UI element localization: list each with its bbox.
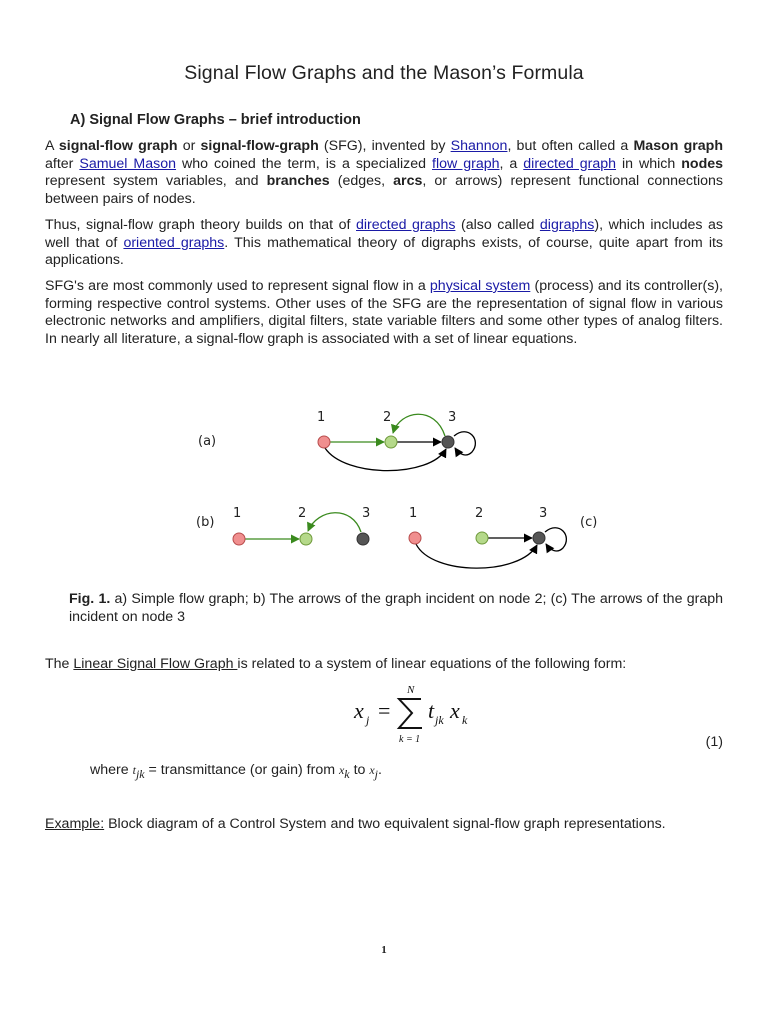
paragraph-linear-sfg <box>45 656 626 672</box>
text: A <box>45 138 59 154</box>
term-arcs: arcs <box>393 173 423 190</box>
node-label-3: 3 <box>362 506 371 521</box>
eq-t: t <box>428 698 435 723</box>
node-c-2 <box>476 532 488 544</box>
link-directed-graph[interactable]: directed graph <box>523 155 617 172</box>
node-label-2: 2 <box>475 506 484 521</box>
var-xk-sub: k <box>344 766 350 781</box>
term-linear-signal-flow-graph: Linear Signal Flow Graph <box>73 656 238 672</box>
link-physical-system[interactable]: physical system <box>429 278 531 294</box>
where-line <box>90 762 382 782</box>
page-number: 1 <box>381 944 387 956</box>
var-xj-sub: j <box>374 766 379 781</box>
text: or <box>177 138 201 154</box>
self-loop-a-3 <box>454 432 475 455</box>
section-heading: A) Signal Flow Graphs – brief introduction <box>70 112 361 128</box>
edge-c-1-3 <box>416 544 537 568</box>
eq-x-sub: k <box>462 713 468 727</box>
edge-b-3-2 <box>308 513 361 532</box>
link-flow-graph[interactable]: flow graph <box>432 155 500 172</box>
text: is related to a system of linear equations of the following form: <box>237 656 627 672</box>
text: ), which includes as well that of <box>45 217 723 251</box>
var-xk: x <box>338 763 345 777</box>
link-directed-graphs[interactable]: directed graphs <box>356 217 456 233</box>
figure-caption <box>69 591 723 626</box>
node-label-1: 1 <box>233 506 242 521</box>
text: (SFG), invented by <box>318 138 451 154</box>
term-nodes: nodes <box>681 155 724 172</box>
term-signal-flow-graph: signal-flow graph <box>58 138 178 154</box>
text: (process) and its controller(s), forming respective control systems. Other uses of the SFG are the representation of signal flow in various electronic networks and amplifiers, digital filters, state variable filters and some other types of analog filters. In nearly all literature, a signal-flow graph is associated with a set of linear equations. <box>45 278 723 347</box>
text: . This mathematical theory of digraphs exists, of course, quite apart from its applications. <box>45 234 724 269</box>
eq-equals: = <box>378 698 391 723</box>
example-text: Block diagram of a Control System and two equivalent signal-flow graph representations. <box>104 816 666 832</box>
equation-number: (1) <box>705 734 723 750</box>
text: (edges, <box>329 173 394 190</box>
node-b-3 <box>357 533 369 545</box>
eq-lower-limit: k = 1 <box>399 734 421 745</box>
node-b-2 <box>300 533 312 545</box>
text: , but often called a <box>507 138 634 154</box>
text: , or arrows) represent functional connections between pairs of nodes. <box>45 173 723 207</box>
node-label-1: 1 <box>317 410 326 425</box>
example-line <box>45 816 666 832</box>
text: The <box>45 656 74 672</box>
var-t-sub: jk <box>135 766 145 781</box>
edge-a-3-2 <box>393 414 445 436</box>
text: in which <box>616 155 682 172</box>
node-label-3: 3 <box>539 506 548 521</box>
document-title: Signal Flow Graphs and the Mason’s Formula <box>184 62 584 84</box>
figure-label-b: (b) <box>196 515 215 530</box>
node-a-2 <box>385 436 397 448</box>
equation-1 <box>340 680 480 750</box>
text: represent system variables, and <box>45 173 267 190</box>
text: where <box>90 762 133 778</box>
term-mason-graph: Mason graph <box>633 138 723 154</box>
var-t: t <box>132 763 136 777</box>
caption-text: a) Simple flow graph; b) The arrows of the graph incident on node 2; (c) The arrows of the graph incident on node 3 <box>69 591 723 625</box>
caption-label: Fig. 1. <box>69 591 111 607</box>
eq-t-sub: jk <box>435 713 444 727</box>
node-c-3 <box>533 532 545 544</box>
eq-upper-limit: N <box>407 684 415 696</box>
example-label: Example: <box>45 816 105 832</box>
var-xj: x <box>369 763 375 777</box>
node-b-1 <box>233 533 245 545</box>
text: after <box>45 155 80 172</box>
node-label-2: 2 <box>383 410 392 425</box>
signal-flow-graph-figure <box>0 395 768 575</box>
node-label-2: 2 <box>298 506 307 521</box>
text: (also called <box>455 217 540 233</box>
eq-lhs-sub: j <box>366 713 370 727</box>
edge-a-1-3 <box>325 448 446 471</box>
node-a-1 <box>318 436 330 448</box>
summation-sign <box>399 699 422 728</box>
text: , a <box>499 155 524 172</box>
text: . <box>378 762 382 778</box>
text: who coined the term, is a specialized <box>176 155 432 172</box>
term-signal-flow-graph-hyphen: signal-flow-graph <box>200 138 319 154</box>
paragraph-uses <box>45 278 723 348</box>
eq-x: x <box>450 698 460 723</box>
eq-lhs-x: x <box>354 698 364 723</box>
text: to <box>349 762 370 778</box>
link-shannon[interactable]: Shannon <box>450 138 508 154</box>
node-label-1: 1 <box>409 506 418 521</box>
node-a-3 <box>442 436 454 448</box>
link-samuel-mason[interactable]: Samuel Mason <box>79 155 177 172</box>
link-oriented-graphs[interactable]: oriented graphs <box>123 234 225 251</box>
term-branches: branches <box>266 173 330 190</box>
text: SFG's are most commonly used to represent signal flow in a <box>45 278 430 294</box>
node-c-1 <box>409 532 421 544</box>
text: = transmittance (or gain) from <box>144 762 339 778</box>
figure-label-c: (c) <box>580 515 598 530</box>
text: Thus, signal-flow graph theory builds on that of <box>45 217 357 233</box>
node-label-3: 3 <box>448 410 457 425</box>
paragraph-intro <box>45 138 723 208</box>
paragraph-digraphs <box>45 217 723 270</box>
self-loop-c-3 <box>545 528 566 551</box>
figure-label-a: (a) <box>198 434 217 449</box>
link-digraphs[interactable]: digraphs <box>539 217 595 233</box>
